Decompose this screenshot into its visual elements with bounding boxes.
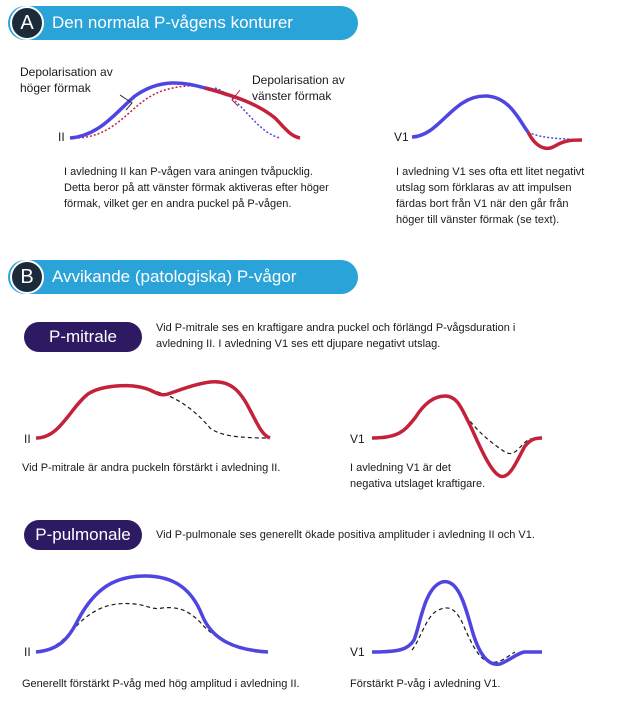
section-a-letter: A (10, 6, 44, 40)
lead-v1-label-mitrale: V1 (350, 432, 365, 446)
label-left-atrium: Depolarisation av vänster förmak (252, 73, 345, 103)
section-b-letter: B (10, 260, 44, 294)
lead-ii-label-mitrale: II (24, 432, 31, 446)
pulmonale-ii-wave (36, 576, 268, 652)
text-v1-pulmonale: Förstärkt P-våg i avledning V1. (350, 678, 501, 690)
text-ii-normal: I avledning II kan P-vågen vara aningen tvåpucklig. Detta beror på att vänster förmak aktiveras efter höger förmak, vilket ger en andra puckel på P-vågen. (64, 166, 329, 210)
pulmonale-v1-normal-dashed (412, 608, 515, 662)
p-pulmonale-description: Vid P-pulmonale ses generellt ökade positiva amplituder i avledning II och V1. (156, 529, 535, 541)
p-mitrale-pill: P-mitrale (24, 322, 142, 352)
section-a-title: Den normala P-vågens konturer (52, 13, 293, 32)
lead-v1-label-pulmonale: V1 (350, 645, 365, 659)
text-v1-normal: I avledning V1 ses ofta ett litet negativt utslag som förklaras av att impulsen färdas bort från V1 när den går från höger till vänster förmak (se text). (396, 166, 585, 226)
mitrale-ii-wave (36, 382, 270, 438)
text-v1-mitrale: I avledning V1 är det negativa utslaget kraftigare. (350, 462, 486, 490)
lead-ii-label-a: II (58, 130, 65, 144)
section-b-title: Avvikande (patologiska) P-vågor (52, 267, 297, 286)
normal-ii-left-atrium-dotted (74, 86, 240, 138)
text-ii-pulmonale: Generellt förstärkt P-våg med hög amplitud i avledning II. (22, 678, 300, 690)
p-pulmonale-pill: P-pulmonale (24, 520, 142, 550)
text-ii-mitrale: Vid P-mitrale är andra puckeln förstärkt i avledning II. (22, 462, 281, 474)
lead-ii-label-pulmonale: II (24, 645, 31, 659)
p-mitrale-description: Vid P-mitrale ses en kraftigare andra puckel och förlängd P-vågsduration i avledning II. I avledning V1 ses ett djupare negativt utslag. (156, 322, 516, 350)
normal-v1-positive-wave (412, 96, 528, 137)
label-right-atrium: Depolarisation av höger förmak (20, 65, 113, 95)
pulmonale-v1-wave (372, 582, 542, 665)
normal-ii-right-atrium-wave (70, 83, 228, 138)
mitrale-v1-wave (372, 396, 542, 476)
normal-ii-left-atrium-wave (205, 88, 300, 138)
lead-v1-label-a: V1 (394, 130, 409, 144)
